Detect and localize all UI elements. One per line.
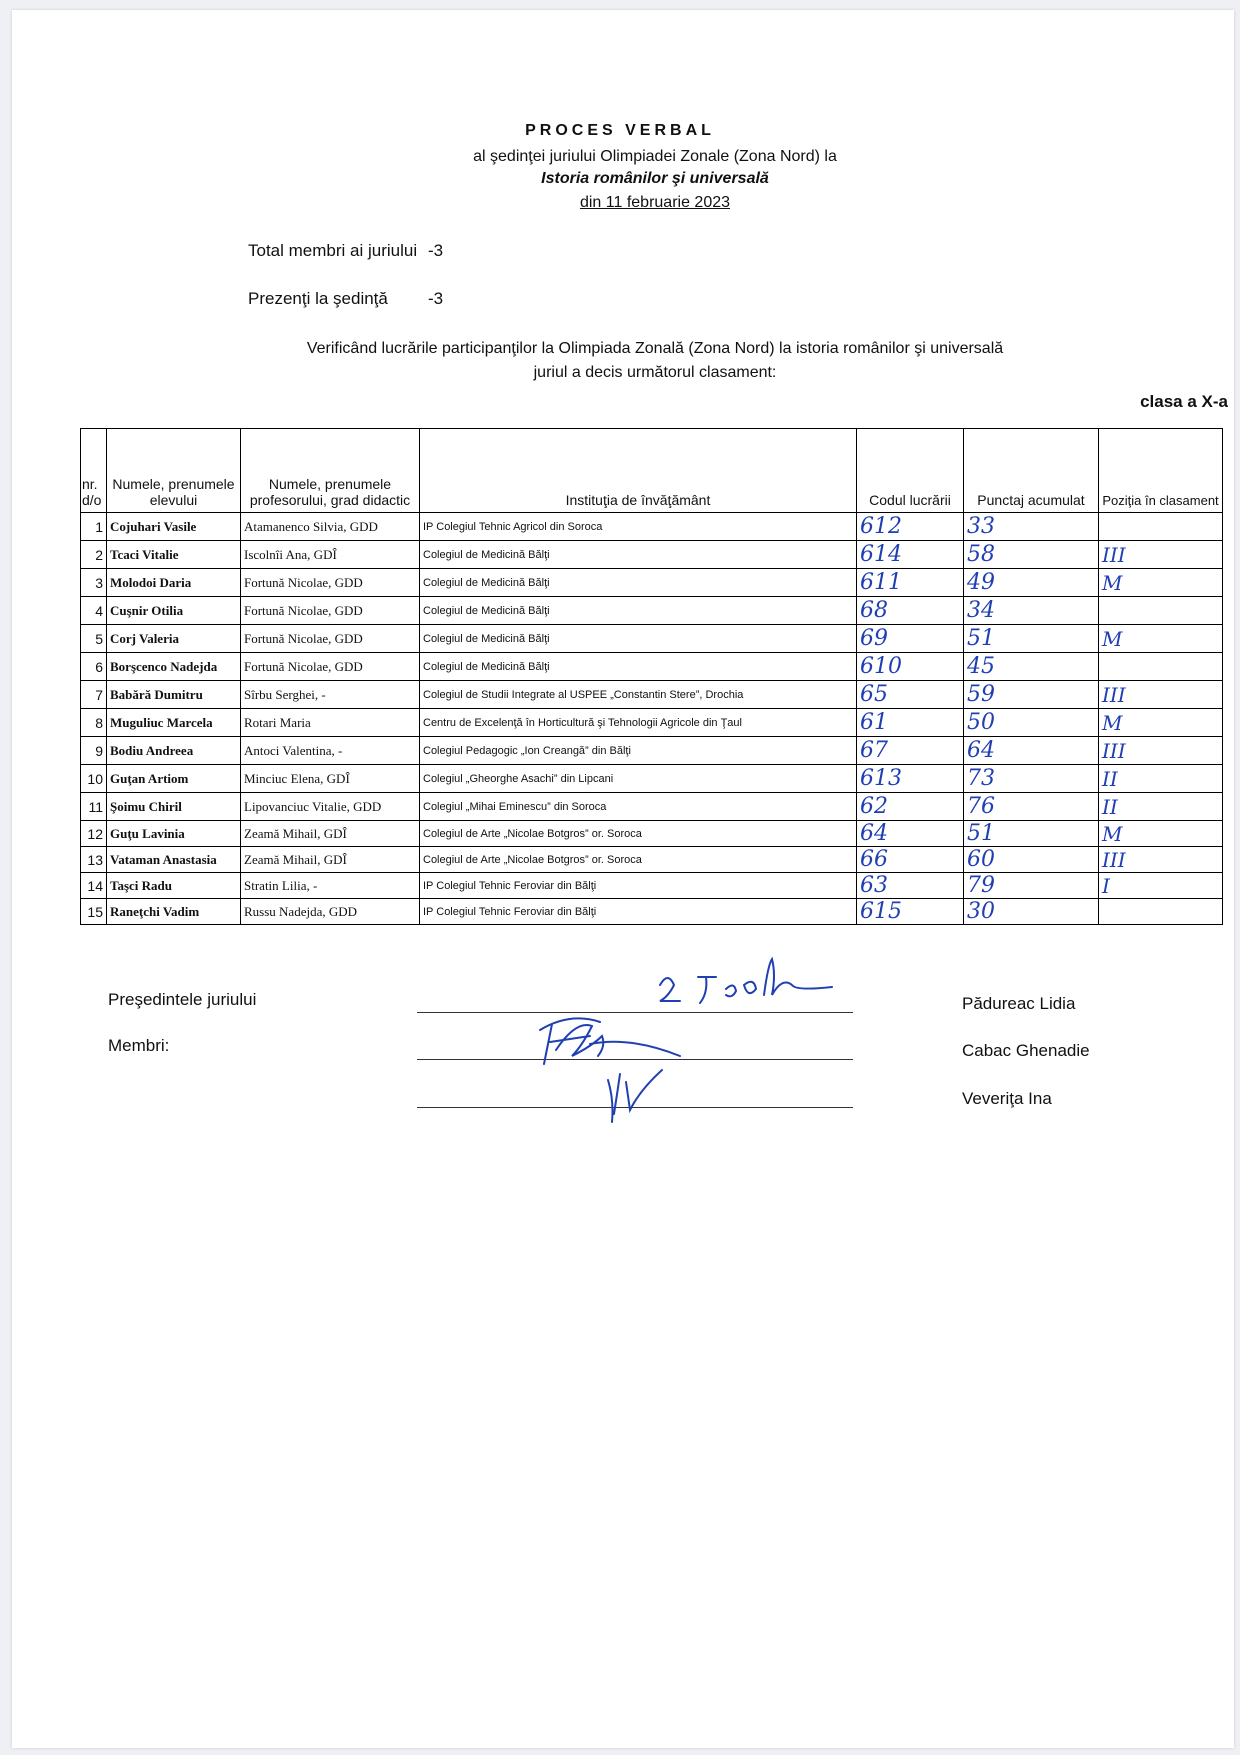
row-score: 33 xyxy=(964,513,1099,541)
member1-name: Cabac Ghenadie xyxy=(962,1041,1090,1060)
row-institution: Colegiul de Arte „Nicolae Botgros” or. Soroca xyxy=(420,847,857,873)
row-student: Corj Valeria xyxy=(107,625,241,653)
row-institution: IP Colegiul Tehnic Agricol din Soroca xyxy=(420,513,857,541)
row-teacher: Fortună Nicolae, GDD xyxy=(241,625,420,653)
row-student: Cojuhari Vasile xyxy=(107,513,241,541)
header-score: Punctaj acumulat xyxy=(964,429,1099,513)
row-institution: Colegiul „Mihai Eminescu” din Soroca xyxy=(420,793,857,821)
row-nr: 8 xyxy=(81,709,107,737)
row-student: Borşcenco Nadejda xyxy=(107,653,241,681)
row-institution: Colegiul de Medicină Bălţi xyxy=(420,569,857,597)
row-institution: IP Colegiul Tehnic Feroviar din Bălţi xyxy=(420,899,857,925)
row-teacher: Minciuc Elena, GDÎ xyxy=(241,765,420,793)
header-student: Numele, prenumele elevului xyxy=(107,429,241,513)
row-rank: M xyxy=(1099,709,1223,737)
table-row xyxy=(81,709,1223,737)
row-code: 69 xyxy=(857,625,964,653)
row-rank: II xyxy=(1099,765,1223,793)
table-row xyxy=(81,653,1223,681)
row-code: 615 xyxy=(857,899,964,925)
table-row xyxy=(81,765,1223,793)
row-nr: 6 xyxy=(81,653,107,681)
row-institution: Colegiul de Medicină Bălţi xyxy=(420,625,857,653)
row-institution: Colegiul „Gheorghe Asachi” din Lipcani xyxy=(420,765,857,793)
row-nr: 15 xyxy=(81,899,107,925)
row-teacher: Sîrbu Serghei, - xyxy=(241,681,420,709)
row-teacher: Russu Nadejda, GDD xyxy=(241,899,420,925)
header-institution: Instituţia de învăţământ xyxy=(420,429,857,513)
row-score: 50 xyxy=(964,709,1099,737)
row-teacher: Lipovanciuc Vitalie, GDD xyxy=(241,793,420,821)
table-row xyxy=(81,873,1223,899)
row-code: 63 xyxy=(857,873,964,899)
class-label: clasa a X-a xyxy=(1140,392,1228,411)
row-score: 60 xyxy=(964,847,1099,873)
row-nr: 13 xyxy=(81,847,107,873)
table-row xyxy=(81,597,1223,625)
row-nr: 1 xyxy=(81,513,107,541)
row-code: 610 xyxy=(857,653,964,681)
row-rank xyxy=(1099,513,1223,541)
row-institution: Colegiul de Studii Integrate al USPEE „Constantin Stere”, Drochia xyxy=(420,681,857,709)
row-student: Tcaci Vitalie xyxy=(107,541,241,569)
row-code: 614 xyxy=(857,541,964,569)
row-nr: 5 xyxy=(81,625,107,653)
row-rank: III xyxy=(1099,541,1223,569)
president-signature xyxy=(640,955,860,1015)
total-members-value: -3 xyxy=(428,241,444,260)
row-score: 30 xyxy=(964,899,1099,925)
row-rank: II xyxy=(1099,793,1223,821)
row-teacher: Rotari Maria xyxy=(241,709,420,737)
row-student: Bodiu Andreea xyxy=(107,737,241,765)
row-nr: 10 xyxy=(81,765,107,793)
row-nr: 14 xyxy=(81,873,107,899)
row-rank: III xyxy=(1099,847,1223,873)
row-institution: Colegiul de Medicină Bălţi xyxy=(420,597,857,625)
row-score: 45 xyxy=(964,653,1099,681)
row-teacher: Fortună Nicolae, GDD xyxy=(241,597,420,625)
table-row xyxy=(81,681,1223,709)
member2-name: Veveriţa Ina xyxy=(962,1089,1052,1108)
row-institution: Colegiul de Medicină Bălţi xyxy=(420,653,857,681)
row-teacher: Fortună Nicolae, GDD xyxy=(241,569,420,597)
row-teacher: Zeamă Mihail, GDÎ xyxy=(241,821,420,847)
row-rank xyxy=(1099,899,1223,925)
row-score: 64 xyxy=(964,737,1099,765)
row-code: 67 xyxy=(857,737,964,765)
row-code: 613 xyxy=(857,765,964,793)
total-members-label: Total membri ai juriului xyxy=(248,241,418,260)
row-rank: M xyxy=(1099,569,1223,597)
table-row xyxy=(81,847,1223,873)
document-date: din 11 februarie 2023 xyxy=(579,194,731,211)
row-code: 611 xyxy=(857,569,964,597)
row-teacher: Fortună Nicolae, GDD xyxy=(241,653,420,681)
row-student: Vataman Anastasia xyxy=(107,847,241,873)
present-members-value: -3 xyxy=(428,289,444,308)
member2-signature xyxy=(590,1062,680,1132)
row-rank: III xyxy=(1099,737,1223,765)
table-row xyxy=(81,899,1223,925)
row-institution: Colegiul de Medicină Bălţi xyxy=(420,541,857,569)
row-student: Taşci Radu xyxy=(107,873,241,899)
header-nr: nr. d/o xyxy=(81,429,107,513)
table-row xyxy=(81,793,1223,821)
members-label: Membri: xyxy=(108,1036,170,1055)
header-rank: Poziţia în clasament xyxy=(1099,429,1223,513)
row-code: 66 xyxy=(857,847,964,873)
row-rank xyxy=(1099,597,1223,625)
row-student: Raneţchi Vadim xyxy=(107,899,241,925)
president-label: Preşedintele juriului xyxy=(108,990,257,1009)
member1-signature xyxy=(530,1010,710,1070)
table-row xyxy=(81,821,1223,847)
row-nr: 12 xyxy=(81,821,107,847)
row-rank: I xyxy=(1099,873,1223,899)
table-row xyxy=(81,737,1223,765)
president-name: Pădureac Lidia xyxy=(962,994,1076,1013)
row-code: 68 xyxy=(857,597,964,625)
intro-line-2: juriul a decis următorul clasament: xyxy=(533,364,777,381)
table-row xyxy=(81,569,1223,597)
row-code: 612 xyxy=(857,513,964,541)
row-student: Babără Dumitru xyxy=(107,681,241,709)
row-student: Muguliuc Marcela xyxy=(107,709,241,737)
row-rank: M xyxy=(1099,625,1223,653)
row-score: 49 xyxy=(964,569,1099,597)
row-code: 64 xyxy=(857,821,964,847)
row-institution: Centru de Excelenţă în Horticultură şi Tehnologii Agricole din Ţaul xyxy=(420,709,857,737)
row-nr: 2 xyxy=(81,541,107,569)
row-nr: 7 xyxy=(81,681,107,709)
row-institution: Colegiul Pedagogic „Ion Creangă” din Bălţi xyxy=(420,737,857,765)
row-score: 59 xyxy=(964,681,1099,709)
results-table xyxy=(80,428,1223,925)
header-code: Codul lucrării xyxy=(857,429,964,513)
row-student: Guţu Lavinia xyxy=(107,821,241,847)
row-score: 79 xyxy=(964,873,1099,899)
row-nr: 3 xyxy=(81,569,107,597)
row-teacher: Iscolnîi Ana, GDÎ xyxy=(241,541,420,569)
row-student: Cuşnir Otilia xyxy=(107,597,241,625)
row-teacher: Antoci Valentina, - xyxy=(241,737,420,765)
row-rank: III xyxy=(1099,681,1223,709)
document-subject: Istoria românilor şi universală xyxy=(541,170,769,187)
table-row xyxy=(81,513,1223,541)
document-title: PROCES VERBAL xyxy=(525,122,715,139)
table-row xyxy=(81,541,1223,569)
row-teacher: Stratin Lilia, - xyxy=(241,873,420,899)
row-nr: 11 xyxy=(81,793,107,821)
row-score: 34 xyxy=(964,597,1099,625)
row-student: Molodoi Daria xyxy=(107,569,241,597)
row-score: 58 xyxy=(964,541,1099,569)
intro-line-1: Verificând lucrările participanţilor la Olimpiada Zonală (Zona Nord) la istoria românilor şi universală xyxy=(306,340,1004,357)
row-code: 62 xyxy=(857,793,964,821)
row-institution: IP Colegiul Tehnic Feroviar din Bălţi xyxy=(420,873,857,899)
row-teacher: Zeamă Mihail, GDÎ xyxy=(241,847,420,873)
row-score: 76 xyxy=(964,793,1099,821)
row-nr: 9 xyxy=(81,737,107,765)
row-teacher: Atamanenco Silvia, GDD xyxy=(241,513,420,541)
document-subtitle: al şedinţei juriului Olimpiadei Zonale (Zona Nord) la xyxy=(473,148,837,165)
row-rank: M xyxy=(1099,821,1223,847)
table-row xyxy=(81,625,1223,653)
row-score: 51 xyxy=(964,625,1099,653)
row-score: 51 xyxy=(964,821,1099,847)
row-student: Guţan Artiom xyxy=(107,765,241,793)
row-student: Şoimu Chiril xyxy=(107,793,241,821)
row-score: 73 xyxy=(964,765,1099,793)
present-members-label: Prezenţi la şedinţă xyxy=(248,289,388,308)
header-teacher: Numele, prenumele profesorului, grad didactic xyxy=(241,429,420,513)
row-code: 65 xyxy=(857,681,964,709)
table-header-row xyxy=(81,429,1223,513)
row-institution: Colegiul de Arte „Nicolae Botgros” or. Soroca xyxy=(420,821,857,847)
row-rank xyxy=(1099,653,1223,681)
row-nr: 4 xyxy=(81,597,107,625)
row-code: 61 xyxy=(857,709,964,737)
